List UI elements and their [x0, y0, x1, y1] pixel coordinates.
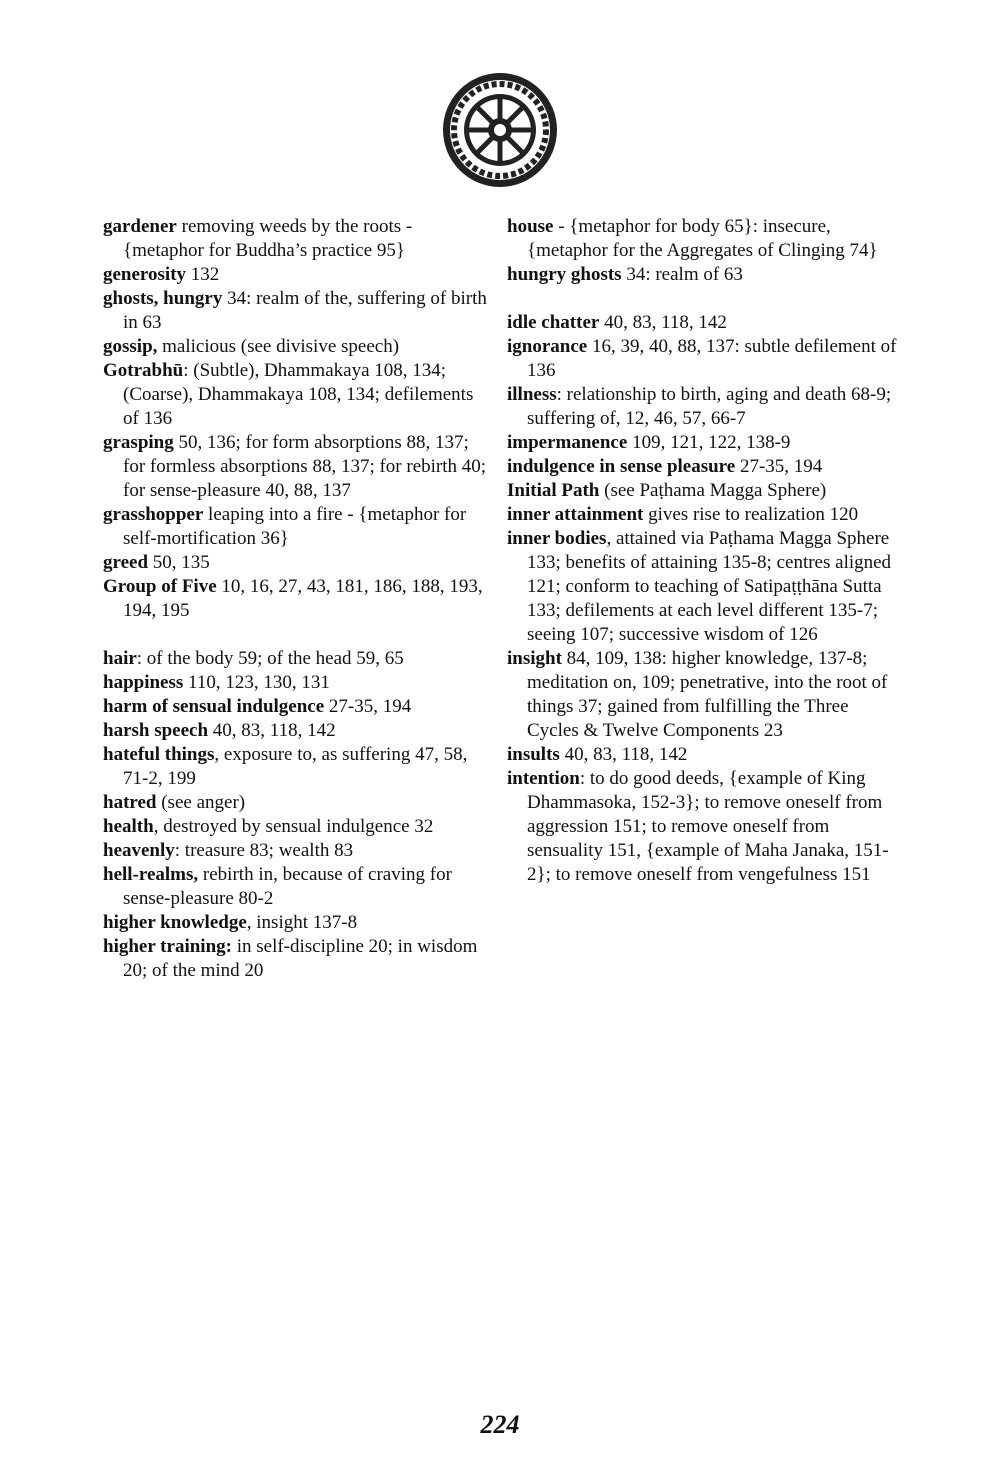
index-entry: [507, 311, 897, 335]
index-entry-text: (see anger): [156, 792, 246, 813]
index-headword: inner bodies: [507, 528, 607, 549]
index-headword: heavenly: [103, 840, 175, 861]
index-headword: harsh speech: [103, 720, 209, 741]
index-entry-text: , exposure to, as suffering 47, 58, 71-2, 199: [123, 744, 468, 789]
index-headword: idle chatter: [507, 312, 600, 333]
index-headword: grasshopper: [103, 504, 204, 525]
index-entry-text: 34: realm of 63: [621, 264, 743, 285]
index-entry: [103, 839, 493, 863]
index-headword: grasping: [103, 432, 174, 453]
index-headword: hair: [103, 648, 137, 669]
index-entry: [103, 215, 493, 263]
index-headword: higher knowledge: [103, 912, 247, 933]
index-entry-text: : of the body 59; of the head 59, 65: [136, 648, 404, 669]
index-entry-text: gives rise to realization 120: [643, 504, 859, 525]
index-headword: gardener: [103, 216, 177, 237]
index-headword: hungry ghosts: [507, 264, 622, 285]
index-entry: [103, 359, 493, 431]
index-entry: [507, 215, 897, 263]
index-entry: [103, 671, 493, 695]
index-headword: Group of Five: [103, 576, 217, 597]
index-headword: higher training:: [103, 936, 232, 957]
index-entry-text: 50, 136; for form absorptions 88, 137; for formless absorptions 88, 137; for rebirth 40; for sense-pleasure 40, 88, 137: [123, 432, 487, 501]
index-entry-text: 132: [186, 264, 220, 285]
index-entry: [507, 431, 897, 455]
index-entry: [103, 815, 493, 839]
index-entry-text: 40, 83, 118, 142: [208, 720, 336, 741]
index-entry-text: : (Subtle), Dhammakaya 108, 134; (Coarse), Dhammakaya 108, 134; defilements of 136: [123, 360, 474, 429]
index-entry: [103, 863, 493, 911]
index-headword: Gotrabhū: [103, 360, 184, 381]
index-headword: impermanence: [507, 432, 628, 453]
index-column-right: [507, 215, 897, 887]
index-entry-text: : treasure 83; wealth 83: [174, 840, 354, 861]
index-headword: happiness: [103, 672, 184, 693]
index-entry-text: 84, 109, 138: higher knowledge, 137-8; meditation on, 109; penetrative, into the root of things 37; gained from fulfilling the Three Cycles & Twelve Components 23: [527, 648, 888, 741]
index-headword: intention: [507, 768, 580, 789]
index-headword: indulgence in sense pleasure: [507, 456, 736, 477]
index-entry-text: , attained via Paṭhama Magga Sphere 133; benefits of attaining 135-8; centres aligned 121; conform to teaching of Satipaṭṭhāna Sutta 133; defilements at each level different 135-7; seeing 107; successive wisdom of 126: [527, 528, 892, 645]
index-entry: [103, 719, 493, 743]
index-entry: [507, 383, 897, 431]
index-headword: generosity: [103, 264, 187, 285]
index-entry-text: (see Paṭhama Magga Sphere): [599, 480, 827, 501]
dharma-wheel-icon: [440, 70, 560, 190]
index-entry: [507, 503, 897, 527]
index-entry: [103, 911, 493, 935]
index-column-left: [103, 215, 493, 983]
index-headword: illness: [507, 384, 557, 405]
index-headword: hell-realms,: [103, 864, 199, 885]
index-entry-text: : to do good deeds, {example of King Dhammasoka, 152-3}; to remove oneself from aggression 151; to remove oneself from sensuality 151, {example of Maha Janaka, 151-2}; to remove oneself from vengefulness 151: [527, 768, 889, 885]
index-entry: [103, 791, 493, 815]
index-headword: insight: [507, 648, 562, 669]
index-entry-text: , insight 137-8: [246, 912, 358, 933]
index-entry: [103, 575, 493, 623]
index-entry: [507, 335, 897, 383]
index-headword: hateful things: [103, 744, 215, 765]
index-headword: harm of sensual indulgence: [103, 696, 325, 717]
index-entry-text: rebirth in, because of craving for sense-pleasure 80-2: [123, 864, 452, 909]
index-entry-text: 110, 123, 130, 131: [183, 672, 330, 693]
index-entry-text: malicious (see divisive speech): [157, 336, 400, 357]
index-entry-text: in self-discipline 20; in wisdom 20; of the mind 20: [123, 936, 478, 981]
index-entry: [103, 431, 493, 503]
index-headword: greed: [103, 552, 149, 573]
index-entry: [103, 335, 493, 359]
index-entry-text: 16, 39, 40, 88, 137: subtle defilement of 136: [527, 336, 897, 381]
index-entry-text: 40, 83, 118, 142: [559, 744, 688, 765]
index-entry: [103, 695, 493, 719]
index-entry: [507, 767, 897, 887]
index-entry-text: - {metaphor for body 65}: insecure, {metaphor for the Aggregates of Clinging 74}: [527, 216, 878, 261]
index-entry: [507, 263, 897, 287]
index-headword: Initial Path: [507, 480, 600, 501]
index-entry: [103, 263, 493, 287]
index-entry: [103, 935, 493, 983]
index-entry-text: 27-35, 194: [735, 456, 823, 477]
index-entry-text: 50, 135: [148, 552, 210, 573]
index-entry: [103, 647, 493, 671]
index-entry-text: 109, 121, 122, 138-9: [627, 432, 791, 453]
index-entry: [103, 287, 493, 335]
index-entry-text: removing weeds by the roots - {metaphor for Buddha’s practice 95}: [123, 216, 413, 261]
index-entry: [507, 743, 897, 767]
index-entry-text: leaping into a fire - {metaphor for self-mortification 36}: [123, 504, 467, 549]
index-headword: hatred: [103, 792, 157, 813]
index-headword: insults: [507, 744, 560, 765]
index-headword: ghosts, hungry: [103, 288, 223, 309]
index-entry: [507, 479, 897, 503]
index-entry-text: , destroyed by sensual indulgence 32: [153, 816, 434, 837]
index-entry: [507, 455, 897, 479]
index-entry-text: 40, 83, 118, 142: [599, 312, 727, 333]
index-headword: ignorance: [507, 336, 588, 357]
index-entry: [103, 503, 493, 551]
index-entry-text: 27-35, 194: [324, 696, 412, 717]
index-entry: [103, 743, 493, 791]
index-entry: [507, 527, 897, 647]
index-entry-text: 10, 16, 27, 43, 181, 186, 188, 193, 194, 195: [123, 576, 483, 621]
index-headword: health: [103, 816, 154, 837]
index-headword: gossip,: [103, 336, 158, 357]
index-entry: [507, 647, 897, 743]
page-number: 224: [480, 1410, 520, 1439]
index-entry: [103, 551, 493, 575]
index-headword: house: [507, 216, 554, 237]
index-headword: inner attainment: [507, 504, 644, 525]
index-entry-text: 34: realm of the, suffering of birth in 63: [123, 288, 487, 333]
index-entry-text: : relationship to birth, aging and death 68-9; suffering of, 12, 46, 57, 66-7: [527, 384, 892, 429]
